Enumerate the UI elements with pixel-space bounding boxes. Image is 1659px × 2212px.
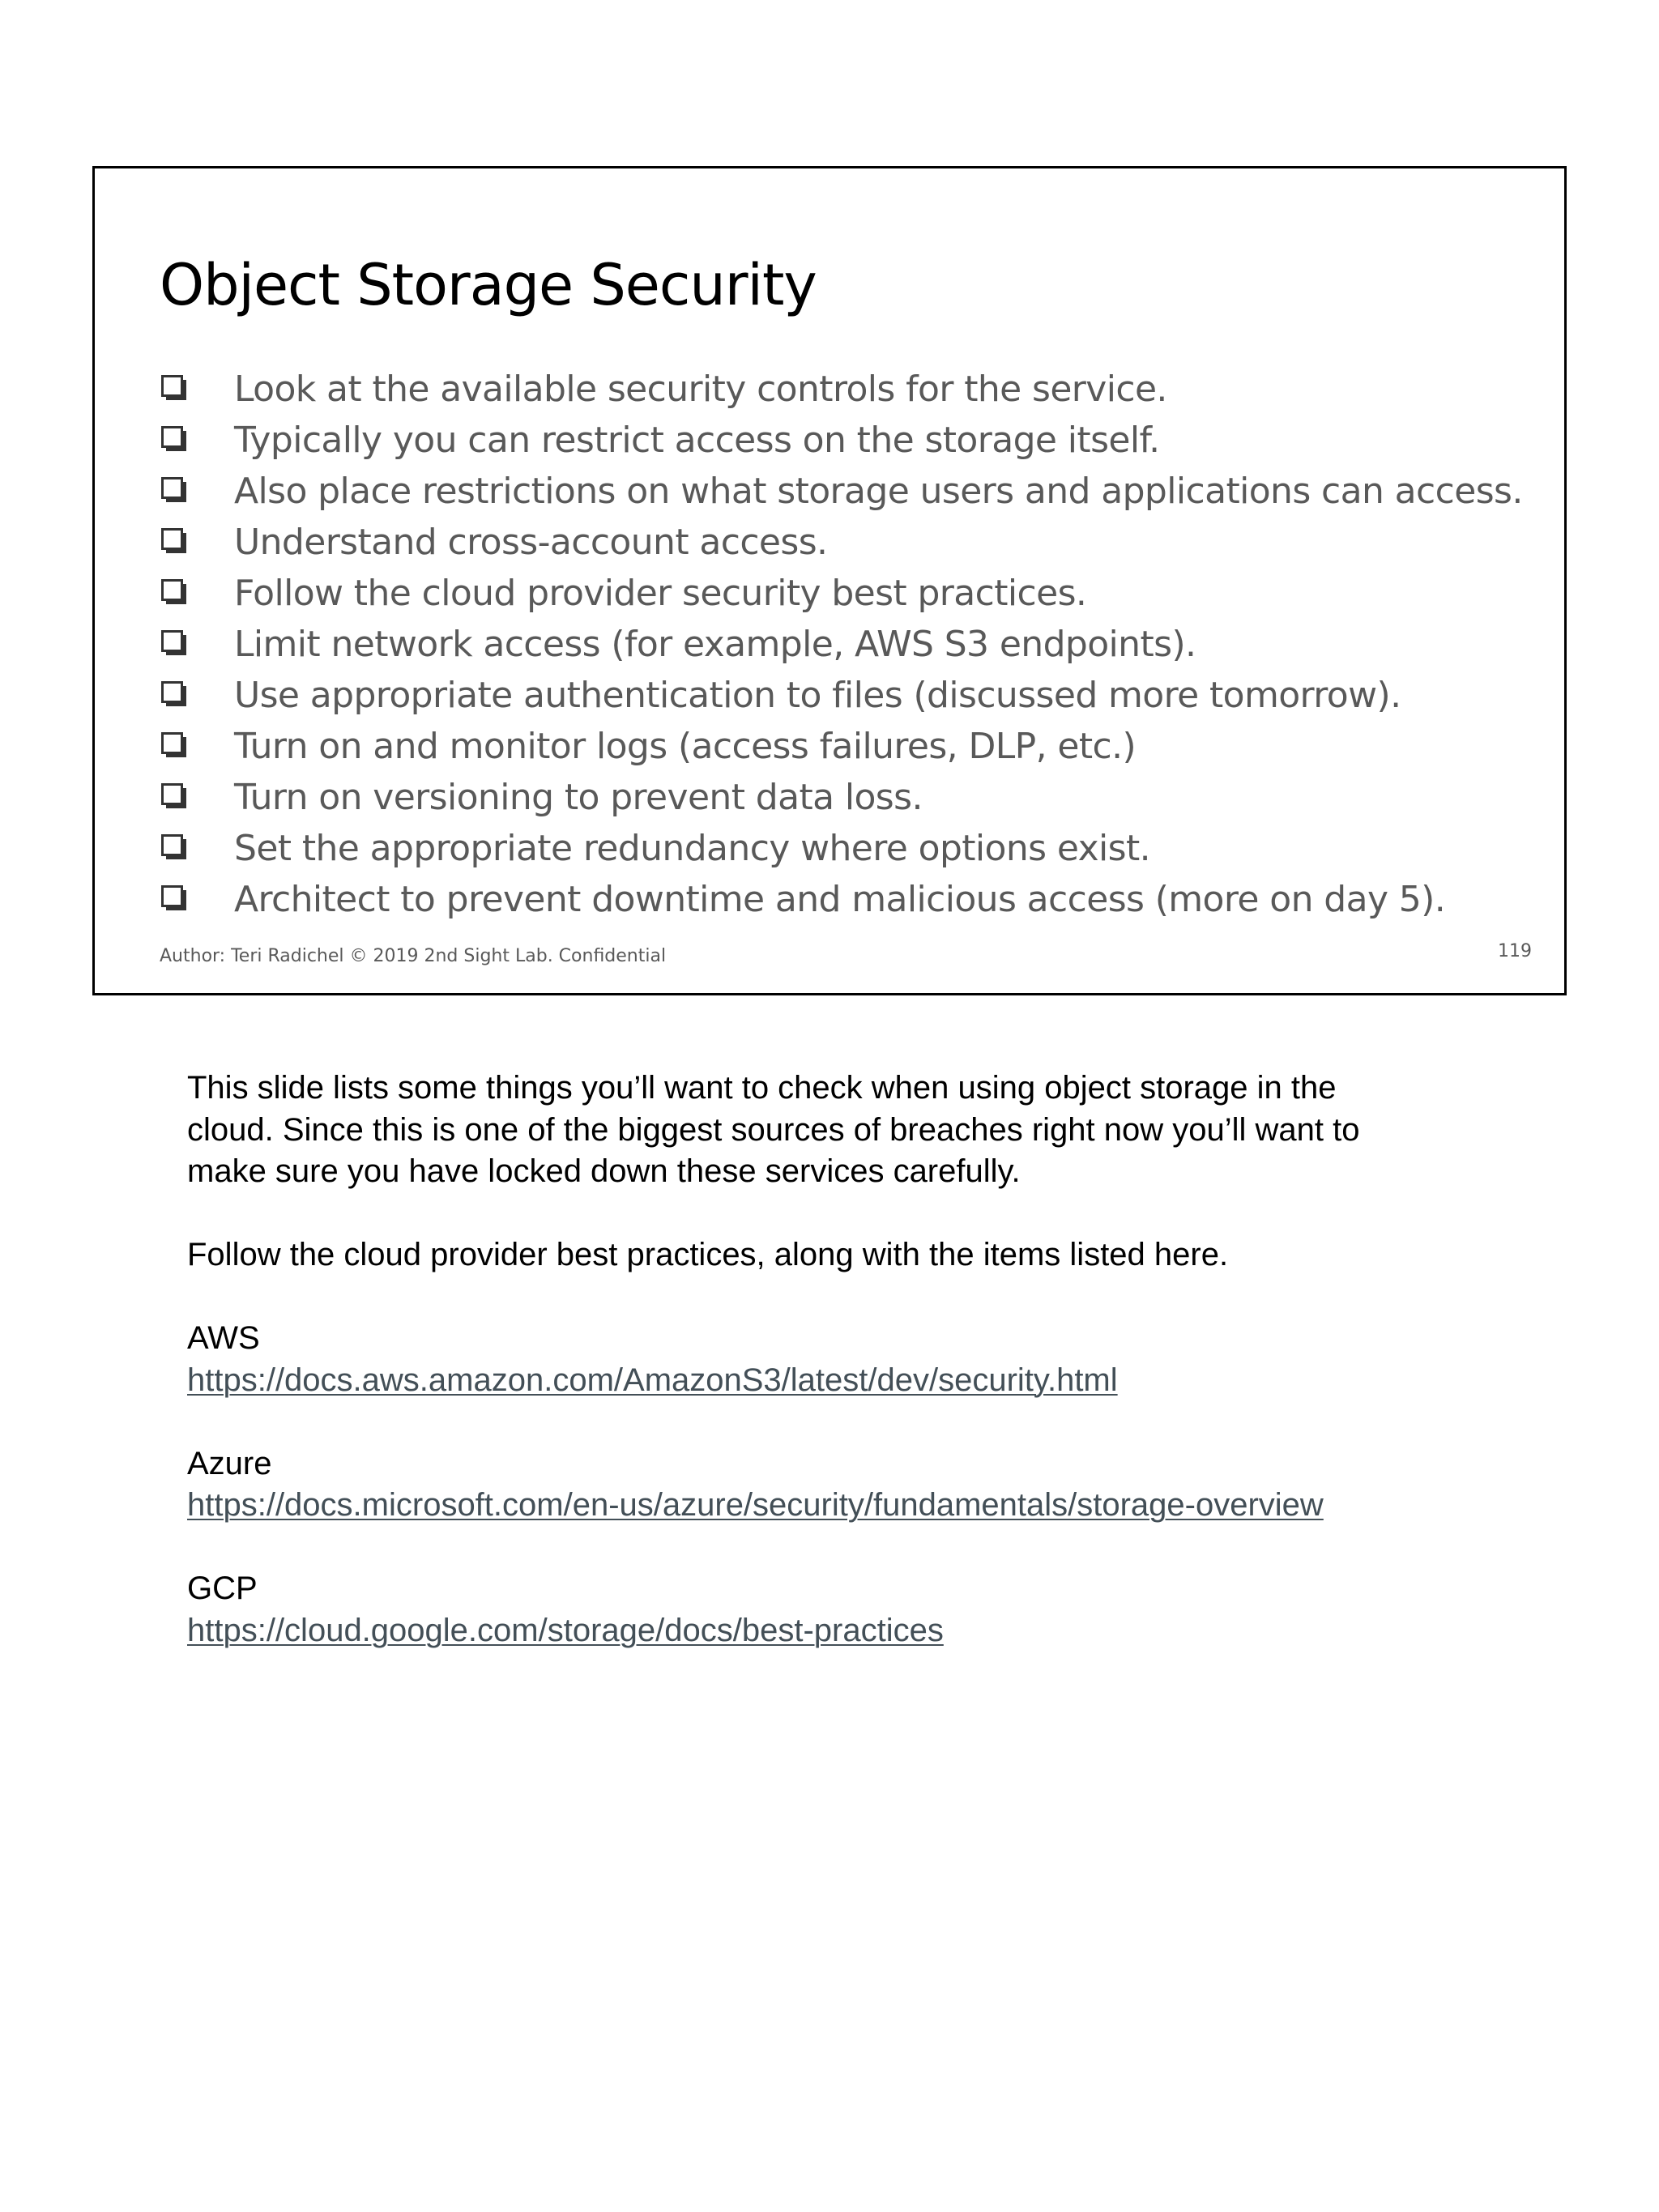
aws-link[interactable]: https://docs.aws.amazon.com/AmazonS3/latest/dev/security.html [187, 1362, 1118, 1398]
checkbox-icon [161, 834, 187, 860]
bullet-text: Use appropriate authentication to files (discussed more tomorrow). [234, 675, 1401, 716]
checkbox-icon [161, 783, 187, 809]
notes-intro-line: cloud. Since this is one of the biggest sources of breaches right now you’ll want to [187, 1111, 1360, 1148]
checkbox-icon [161, 630, 187, 656]
gcp-link[interactable]: https://cloud.google.com/storage/docs/best-practices [187, 1612, 944, 1648]
checkbox-icon [161, 477, 187, 503]
bullet-text: Look at the available security controls for the service. [234, 369, 1167, 410]
spacer [187, 1193, 1499, 1235]
spacer [187, 1401, 1499, 1443]
bullet-text: Follow the cloud provider security best practices. [234, 573, 1087, 614]
bullet-text: Turn on and monitor logs (access failures, DLP, etc.) [234, 726, 1137, 767]
checkbox-icon [161, 426, 187, 452]
gcp-label: GCP [187, 1571, 258, 1606]
checkbox-icon [161, 885, 187, 911]
notes-intro-line: This slide lists some things you’ll want to check when using object storage in the [187, 1070, 1337, 1106]
azure-link[interactable]: https://docs.microsoft.com/en-us/azure/security/fundamentals/storage-overview [187, 1487, 1324, 1523]
checkbox-icon [161, 681, 187, 707]
spacer [187, 1527, 1499, 1569]
slide [92, 166, 1567, 995]
checkbox-icon [161, 579, 187, 605]
slide-footer: Author: Teri Radichel © 2019 2nd Sight Lab. Confidential [160, 946, 667, 966]
bullet-text: Set the appropriate redundancy where options exist. [234, 828, 1150, 869]
bullet-text: Understand cross-account access. [234, 522, 828, 563]
azure-label: Azure [187, 1445, 272, 1481]
checkbox-icon [161, 528, 187, 554]
aws-label: AWS [187, 1320, 260, 1356]
slide-title: Object Storage Security [160, 252, 817, 318]
checkbox-icon [161, 375, 187, 401]
page-number: 119 [1498, 941, 1532, 961]
bullet-text: Typically you can restrict access on the storage itself. [234, 420, 1160, 461]
bullet-text: Limit network access (for example, AWS S3 endpoints). [234, 624, 1196, 665]
bullet-text: Architect to prevent downtime and malicious access (more on day 5). [234, 879, 1446, 920]
bullet-text: Turn on versioning to prevent data loss. [234, 777, 923, 818]
notes-intro-line: make sure you have locked down these services carefully. [187, 1153, 1021, 1189]
checkbox-icon [161, 732, 187, 758]
bullet-text: Also place restrictions on what storage users and applications can access. [234, 471, 1523, 512]
speaker-notes [187, 1068, 1499, 1652]
spacer [187, 1276, 1499, 1319]
notes-best-practices: Follow the cloud provider best practices, along with the items listed here. [187, 1237, 1229, 1272]
